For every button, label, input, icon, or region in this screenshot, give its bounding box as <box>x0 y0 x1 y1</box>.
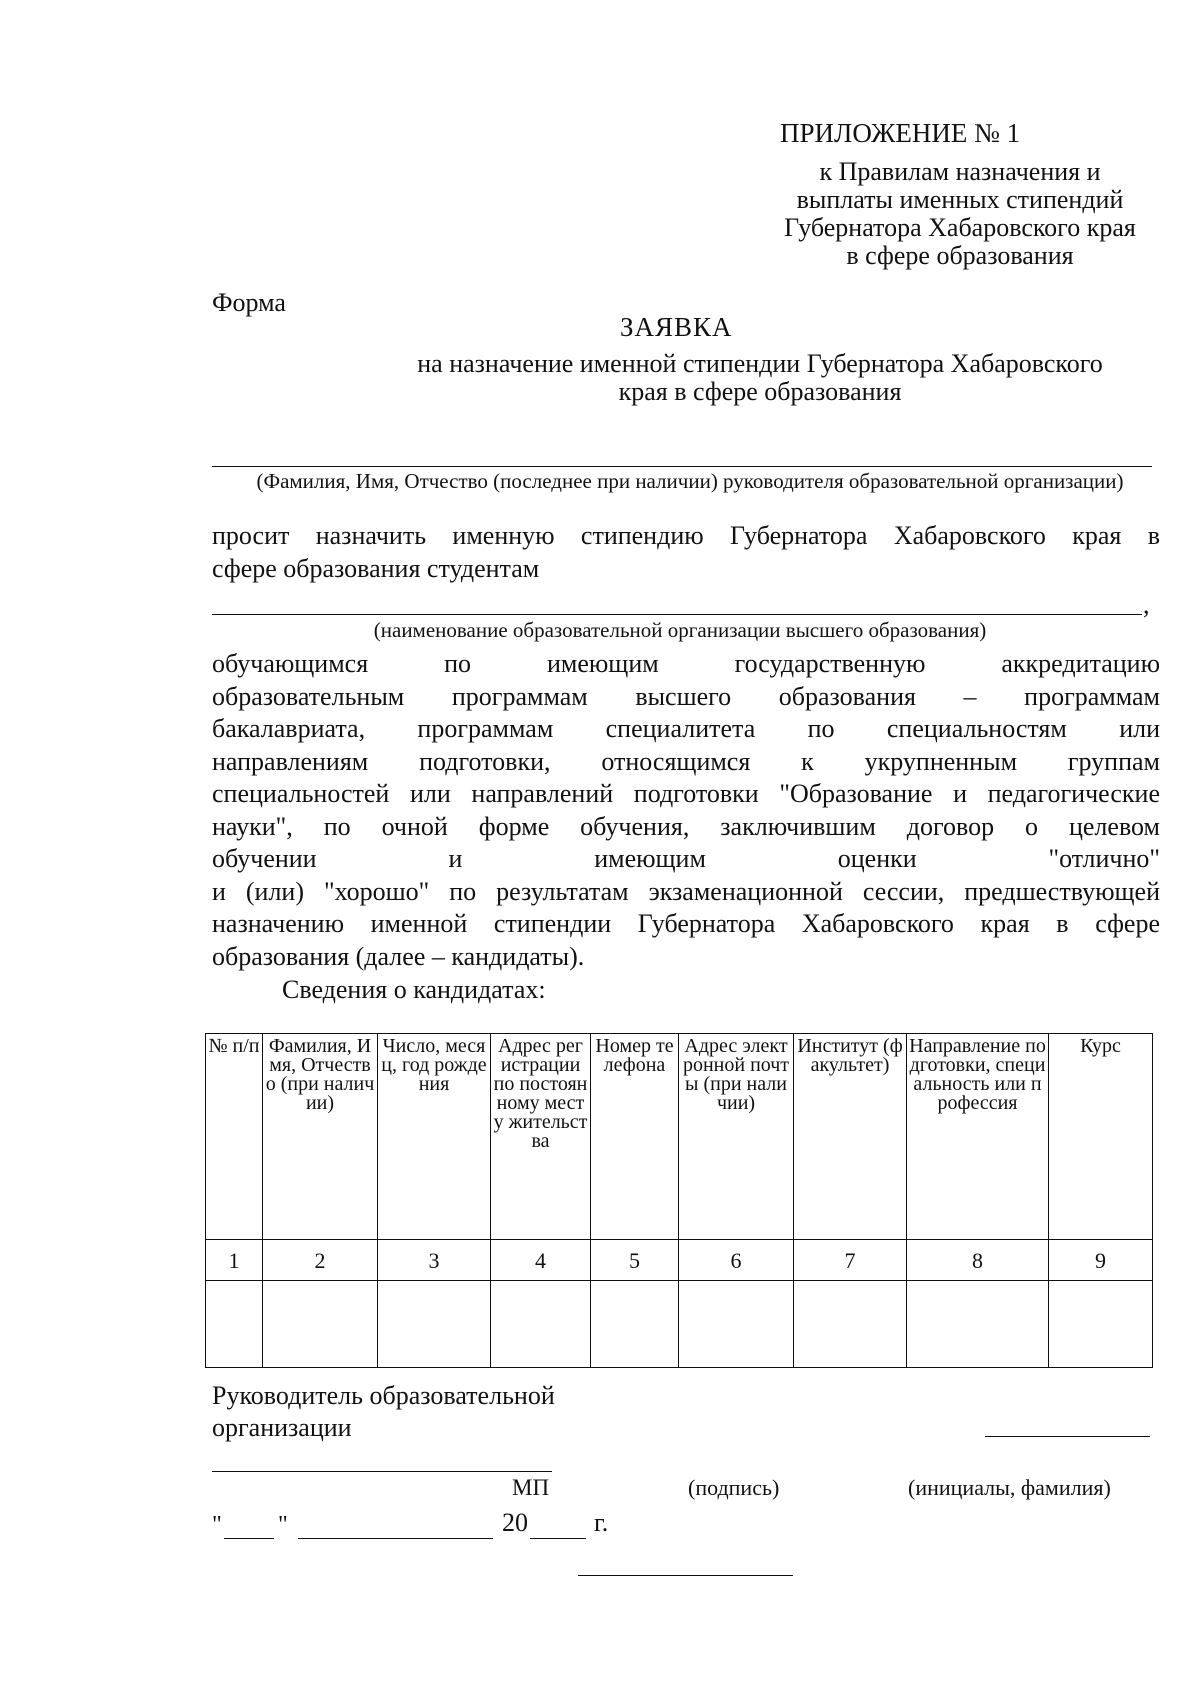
column-number: 4 <box>491 1240 591 1281</box>
date-quote-open: " <box>212 1512 222 1538</box>
main-line: обучении и имеющим оценки "отлично" <box>212 844 1160 873</box>
column-header-institute: Институт (факультет) <box>794 1034 907 1240</box>
intro-line: сфере образования студентам <box>212 553 540 583</box>
column-header-number: № п/п <box>206 1034 263 1240</box>
date-month-field-line[interactable] <box>298 1538 493 1539</box>
appendix-subtitle-line: Губернатора Хабаровского края <box>784 213 1136 242</box>
head-name-caption: (Фамилия, Имя, Отчество (последнее при наличии) руководителя образовательной организации) <box>256 469 1124 493</box>
head-name-field-line[interactable] <box>212 466 1152 467</box>
main-line: образования (далее – кандидаты). <box>212 941 585 971</box>
appendix-subtitle-line: к Правилам назначения и <box>819 157 1101 186</box>
column-number: 8 <box>907 1240 1049 1281</box>
column-number: 9 <box>1049 1240 1153 1281</box>
table-cell-phone[interactable] <box>591 1281 679 1368</box>
main-line: и (или) "хорошо" по результатам экзаменационной сессии, предшествующей <box>212 876 1160 906</box>
date-year-field-line[interactable] <box>530 1538 586 1539</box>
column-header-program: Направление подготовки, специальность или профессия <box>907 1034 1049 1240</box>
table-cell-full-name[interactable] <box>263 1281 378 1368</box>
main-line: назначению именной стипендии Губернатора Хабаровского края в сфере <box>212 909 1160 938</box>
appendix-title: ПРИЛОЖЕНИЕ № 1 <box>780 118 1021 148</box>
table-cell-institute[interactable] <box>794 1281 907 1368</box>
head-label-line: Руководитель образовательной <box>212 1381 555 1410</box>
date-year-prefix: 20 <box>502 1508 528 1537</box>
column-number: 1 <box>206 1240 263 1281</box>
column-number: 5 <box>591 1240 679 1281</box>
column-header-birth-date: Число, месяц, год рождения <box>378 1034 491 1240</box>
main-line: обучающимся по имеющим государственную аккредитацию <box>212 649 1160 678</box>
appendix-subtitle-line: выплаты именных стипендий <box>796 185 1124 214</box>
signature-caption: (подпись) <box>688 1475 780 1500</box>
column-header-phone: Номер телефона <box>591 1034 679 1240</box>
signature-field-line[interactable] <box>578 1575 793 1576</box>
document-subtitle-line: на назначение именной стипендии Губернатора Хабаровского <box>417 349 1103 378</box>
table-column-number-row <box>206 1240 1153 1281</box>
seal-label: МП <box>512 1475 550 1500</box>
appendix-subtitle <box>740 158 1180 270</box>
date-year-suffix: г. <box>594 1508 609 1537</box>
form-label: Форма <box>212 288 286 317</box>
initials-caption: (инициалы, фамилия) <box>908 1475 1111 1500</box>
table-header-row <box>206 1034 1153 1240</box>
main-paragraph <box>212 648 1160 973</box>
organization-caption: (наименование образовательной организации высшего образования) <box>373 618 987 642</box>
main-line: образовательным программам высшего образования – программам <box>212 681 1160 711</box>
document-subtitle <box>370 350 1150 406</box>
seal-field-line[interactable] <box>212 1471 552 1472</box>
table-cell-number[interactable] <box>206 1281 263 1368</box>
main-line: направлениям подготовки, относящимся к укрупненным группам <box>212 746 1160 776</box>
column-header-course: Курс <box>1049 1034 1153 1240</box>
column-number: 7 <box>794 1240 907 1281</box>
column-number: 6 <box>679 1240 794 1281</box>
organization-field-comma: , <box>1143 590 1150 619</box>
candidates-table <box>205 1033 1153 1368</box>
document-title: ЗАЯВКА <box>620 312 733 342</box>
table-cell-registration-address[interactable] <box>491 1281 591 1368</box>
head-label <box>212 1380 555 1444</box>
head-label-line: организации <box>212 1413 352 1442</box>
main-line: науки", по очной форме обучения, заключившим договор о целевом <box>212 811 1160 841</box>
main-line: специальностей или направлений подготовки "Образование и педагогические <box>212 779 1160 808</box>
date-day-field-line[interactable] <box>224 1538 274 1539</box>
table-cell-birth-date[interactable] <box>378 1281 491 1368</box>
appendix-subtitle-line: в сфере образования <box>846 241 1074 270</box>
intro-line: просит назначить именную стипендию Губернатора Хабаровского края в <box>212 521 1160 550</box>
column-header-full-name: Фамилия, Имя, Отчество (при наличии) <box>263 1034 378 1240</box>
initials-field-line[interactable] <box>985 1436 1150 1437</box>
column-number: 2 <box>263 1240 378 1281</box>
table-cell-email[interactable] <box>679 1281 794 1368</box>
document-subtitle-line: края в сфере образования <box>618 377 902 406</box>
intro-paragraph <box>212 520 1160 585</box>
table-row <box>206 1281 1153 1368</box>
date-quote-close: " <box>278 1512 288 1538</box>
organization-name-field-line[interactable] <box>212 614 1142 615</box>
table-cell-program[interactable] <box>907 1281 1049 1368</box>
column-number: 3 <box>378 1240 491 1281</box>
column-header-email: Адрес электронной почты (при наличии) <box>679 1034 794 1240</box>
main-line: бакалавриата, программам специалитета по специальностям или <box>212 714 1160 743</box>
candidates-heading: Сведения о кандидатах: <box>282 975 546 1004</box>
table-cell-course[interactable] <box>1049 1281 1153 1368</box>
column-header-registration-address: Адрес регистрации по постоянному месту жительства <box>491 1034 591 1240</box>
